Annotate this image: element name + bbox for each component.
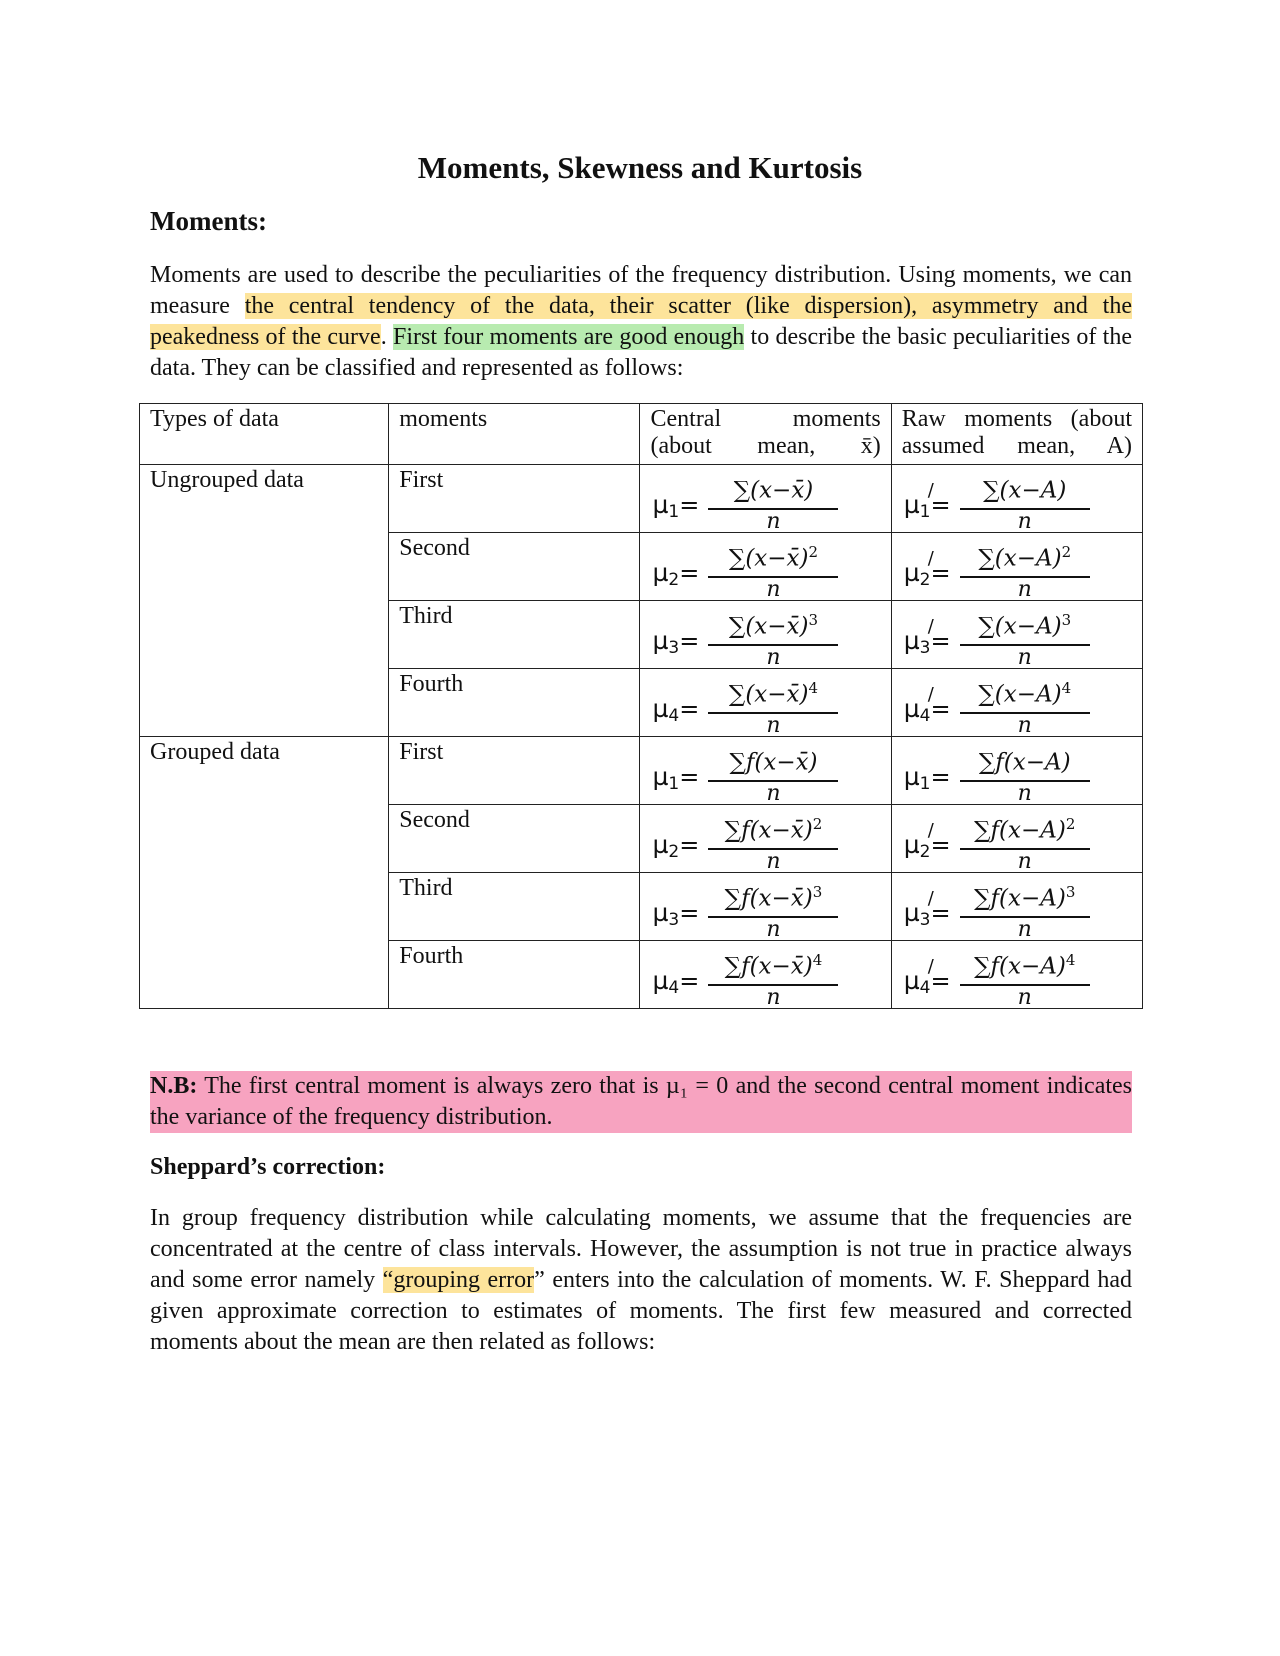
mu-prime: / <box>927 956 934 977</box>
moment-order: Fourth <box>389 669 640 737</box>
raw-moment-cell <box>891 465 1142 533</box>
mu-subscript: 4 <box>919 978 931 998</box>
equals-sign: = <box>930 491 951 519</box>
numerator-text: ∑f(x−x̄) <box>729 749 818 776</box>
numerator-text: ∑f(x−A) <box>974 953 1066 980</box>
numerator-power: 2 <box>1061 543 1072 561</box>
numerator-text: ∑(x−A) <box>978 545 1062 572</box>
equals-sign: = <box>679 695 700 723</box>
ungrouped-data-label: Ungrouped data <box>140 465 389 737</box>
mu-subscript: 3 <box>919 910 931 930</box>
central-moment-cell <box>640 533 891 601</box>
central-mu-symbol <box>652 491 699 526</box>
equals-sign: = <box>679 491 700 519</box>
mu-glyph: µ <box>652 830 669 859</box>
fraction-numerator <box>960 605 1090 646</box>
fraction-numerator <box>960 537 1090 578</box>
header-central-text: Central moments (about mean, x̄) <box>650 406 881 459</box>
central-moment-cell <box>640 941 891 1009</box>
fraction-denominator: n <box>1017 576 1032 602</box>
numerator-power: 4 <box>1061 679 1072 697</box>
equals-sign: = <box>679 967 700 995</box>
mu-subscript: 1 <box>668 502 680 522</box>
central-formula <box>652 537 862 602</box>
mu-glyph: µ <box>652 626 669 655</box>
raw-mu-symbol <box>903 820 951 866</box>
raw-mu-symbol <box>903 548 951 594</box>
fraction-denominator: n <box>766 848 781 874</box>
mu-subscript: 4 <box>668 978 680 998</box>
central-moment-cell <box>640 465 891 533</box>
equals-sign: = <box>930 899 951 927</box>
central-mu-symbol <box>652 695 699 730</box>
table-row <box>140 737 1143 805</box>
fraction-numerator <box>708 469 838 510</box>
central-mu-symbol <box>652 967 699 1002</box>
nb-note <box>150 1071 1132 1133</box>
mu-subscript: 1 <box>919 502 931 522</box>
raw-fraction <box>960 809 1090 874</box>
numerator-text: ∑f(x−A) <box>974 885 1066 912</box>
mu-subscript: 3 <box>919 638 931 658</box>
fraction-denominator: n <box>1017 712 1032 738</box>
numerator-power: 3 <box>808 611 819 629</box>
numerator-text: ∑f(x−x̄) <box>724 817 813 844</box>
raw-mu-symbol <box>903 888 951 934</box>
central-fraction <box>708 673 838 738</box>
raw-fraction <box>960 537 1090 602</box>
mu-glyph: µ <box>652 762 669 791</box>
raw-mu-symbol <box>903 480 951 526</box>
numerator-power: 2 <box>1065 815 1076 833</box>
central-moment-cell <box>640 737 891 805</box>
fraction-numerator <box>708 605 838 646</box>
fraction-denominator: n <box>1017 916 1032 942</box>
numerator-power: 3 <box>812 883 823 901</box>
numerator-text: ∑(x−x̄) <box>728 545 809 572</box>
mu-prime: / <box>927 548 934 569</box>
mu-prime: / <box>927 480 934 501</box>
fraction-numerator <box>708 877 838 918</box>
central-formula <box>652 605 862 670</box>
raw-mu-symbol <box>903 684 951 730</box>
raw-formula <box>903 537 1114 602</box>
moment-order: Third <box>389 873 640 941</box>
fraction-denominator: n <box>1017 984 1032 1010</box>
header-raw-text: Raw moments (about assumed mean, A) <box>901 406 1132 459</box>
mu-prime: / <box>927 616 934 637</box>
fraction-denominator: n <box>766 644 781 670</box>
fraction-numerator <box>708 945 838 986</box>
fraction-numerator <box>960 469 1090 510</box>
sheppard-paragraph <box>150 1203 1132 1358</box>
numerator-text: ∑(x−A) <box>978 613 1062 640</box>
central-fraction <box>708 537 838 602</box>
numerator-text: ∑f(x−A) <box>974 817 1066 844</box>
fraction-denominator: n <box>766 984 781 1010</box>
mu-subscript: 3 <box>668 638 680 658</box>
raw-formula <box>903 945 1114 1010</box>
central-fraction <box>708 809 838 874</box>
mu-glyph: µ <box>903 966 920 995</box>
mu-prime: / <box>927 684 934 705</box>
fraction-denominator: n <box>1017 780 1032 806</box>
moments-heading: Moments: <box>150 206 267 236</box>
central-formula <box>652 945 862 1010</box>
fraction-numerator <box>708 673 838 714</box>
mu-glyph: µ <box>903 558 920 587</box>
mu-glyph: µ <box>652 558 669 587</box>
fraction-denominator: n <box>1017 644 1032 670</box>
raw-mu-symbol <box>903 956 951 1002</box>
numerator-text: ∑(x−x̄) <box>728 681 809 708</box>
moment-order: Second <box>389 533 640 601</box>
equals-sign: = <box>679 899 700 927</box>
central-fraction <box>708 945 838 1010</box>
central-formula <box>652 741 862 806</box>
central-moment-cell <box>640 669 891 737</box>
central-moment-cell <box>640 601 891 669</box>
fraction-numerator <box>708 741 838 782</box>
raw-moment-cell <box>891 941 1142 1009</box>
raw-fraction <box>960 945 1090 1010</box>
sheppard-heading: Sheppard’s correction: <box>150 1154 386 1180</box>
intro-highlight-green: First four moments are good enough <box>392 324 745 350</box>
mu-glyph: µ <box>652 694 669 723</box>
mu-subscript: 2 <box>668 570 680 590</box>
central-formula <box>652 877 862 942</box>
sheppard-highlight: “grouping error <box>382 1267 535 1293</box>
central-formula <box>652 809 862 874</box>
central-fraction <box>708 877 838 942</box>
grouped-data-label: Grouped data <box>140 737 389 1009</box>
raw-formula <box>903 809 1114 874</box>
fraction-denominator: n <box>766 916 781 942</box>
raw-formula <box>903 605 1114 670</box>
mu-subscript: 3 <box>668 910 680 930</box>
fraction-denominator: n <box>766 780 781 806</box>
mu-subscript: 1 <box>919 774 931 794</box>
equals-sign: = <box>679 559 700 587</box>
numerator-power: 4 <box>812 951 823 969</box>
central-mu-symbol <box>652 831 699 866</box>
mu-subscript: 2 <box>668 842 680 862</box>
central-mu-symbol <box>652 627 699 662</box>
mu-subscript: 4 <box>668 706 680 726</box>
mu-glyph: µ <box>903 898 920 927</box>
table-row <box>140 465 1143 533</box>
central-formula <box>652 469 862 534</box>
fraction-denominator: n <box>1017 848 1032 874</box>
fraction-denominator: n <box>766 712 781 738</box>
raw-formula <box>903 877 1114 942</box>
fraction-denominator: n <box>766 576 781 602</box>
central-fraction <box>708 469 838 534</box>
raw-fraction <box>960 741 1090 806</box>
numerator-power: 2 <box>812 815 823 833</box>
table-header-row <box>140 404 1143 465</box>
raw-moment-cell <box>891 533 1142 601</box>
intro-text-3: to describe the basic peculiarities of the data. They can be classified and represented as follows: <box>150 324 1133 381</box>
central-mu-symbol <box>652 763 699 798</box>
mu-glyph: µ <box>903 762 920 791</box>
table-body <box>140 465 1143 1009</box>
mu-prime: / <box>927 820 934 841</box>
central-mu-symbol <box>652 899 699 934</box>
equals-sign: = <box>930 559 951 587</box>
equals-sign: = <box>679 627 700 655</box>
equals-sign: = <box>930 627 951 655</box>
header-types: Types of data <box>140 404 389 465</box>
raw-formula <box>903 469 1114 534</box>
fraction-denominator: n <box>1017 508 1032 534</box>
mu-glyph: µ <box>652 966 669 995</box>
fraction-numerator <box>960 673 1090 714</box>
raw-mu-symbol <box>903 616 951 662</box>
numerator-power: 4 <box>808 679 819 697</box>
fraction-numerator <box>960 741 1090 782</box>
numerator-text: ∑(x−A) <box>983 477 1067 504</box>
raw-fraction <box>960 877 1090 942</box>
central-moment-cell <box>640 805 891 873</box>
mu-glyph: µ <box>903 626 920 655</box>
raw-fraction <box>960 469 1090 534</box>
moment-order: Second <box>389 805 640 873</box>
fraction-numerator <box>960 809 1090 850</box>
raw-moment-cell <box>891 737 1142 805</box>
intro-text-1: Moments are used to describe the peculiarities of the frequency distribution. Using moments, we can measure <box>150 262 1132 319</box>
fraction-denominator: n <box>766 508 781 534</box>
mu-prime: / <box>927 888 934 909</box>
numerator-text: ∑(x−x̄) <box>733 477 814 504</box>
moment-order: First <box>389 465 640 533</box>
header-central <box>640 404 891 465</box>
moment-order: Fourth <box>389 941 640 1009</box>
equals-sign: = <box>930 831 951 859</box>
mu-subscript: 2 <box>919 570 931 590</box>
mu-glyph: µ <box>903 694 920 723</box>
intro-highlight-yellow: the central tendency of the data, their scatter (like dispersion), asymmetry and the peakedness of the curve <box>150 293 1132 350</box>
numerator-text: ∑(x−x̄) <box>728 613 809 640</box>
raw-fraction <box>960 605 1090 670</box>
moments-table <box>139 403 1143 1009</box>
numerator-power: 2 <box>808 543 819 561</box>
numerator-text: ∑f(x−x̄) <box>724 885 813 912</box>
moment-order: First <box>389 737 640 805</box>
central-fraction <box>708 605 838 670</box>
page-title: Moments, Skewness and Kurtosis <box>417 150 863 185</box>
raw-formula <box>903 673 1114 738</box>
mu-subscript: 4 <box>919 706 931 726</box>
mu-subscript: 1 <box>668 774 680 794</box>
numerator-text: ∑f(x−x̄) <box>724 953 813 980</box>
numerator-power: 4 <box>1065 951 1076 969</box>
fraction-numerator <box>708 537 838 578</box>
nb-text: The first central moment is always zero that is µ₁ = 0 and the second central moment indicates the variance of the frequency distribution. <box>150 1073 1132 1130</box>
header-raw <box>891 404 1142 465</box>
numerator-text: ∑(x−A) <box>978 681 1062 708</box>
central-moment-cell <box>640 873 891 941</box>
raw-moment-cell <box>891 805 1142 873</box>
raw-moment-cell <box>891 601 1142 669</box>
raw-mu-symbol <box>904 763 951 798</box>
intro-text-2: . <box>380 324 393 350</box>
fraction-numerator <box>708 809 838 850</box>
raw-moment-cell <box>891 669 1142 737</box>
mu-glyph: µ <box>652 898 669 927</box>
numerator-power: 3 <box>1065 883 1076 901</box>
equals-sign: = <box>930 763 951 791</box>
moment-order: Third <box>389 601 640 669</box>
nb-label: N.B: <box>150 1073 198 1099</box>
mu-glyph: µ <box>652 490 669 519</box>
numerator-text: ∑f(x−A) <box>978 749 1071 776</box>
central-formula <box>652 673 862 738</box>
equals-sign: = <box>679 831 700 859</box>
central-fraction <box>708 741 838 806</box>
header-moments: moments <box>389 404 640 465</box>
mu-subscript: 2 <box>919 842 931 862</box>
fraction-numerator <box>960 877 1090 918</box>
equals-sign: = <box>679 763 700 791</box>
sheppard-text-1: In group frequency distribution while calculating moments, we assume that the frequencies are concentrated at the centre of class intervals. However, the assumption is not true in practice always and some error namely <box>150 1205 1132 1293</box>
central-mu-symbol <box>652 559 699 594</box>
equals-sign: = <box>930 967 951 995</box>
mu-glyph: µ <box>903 830 920 859</box>
intro-paragraph <box>150 260 1132 384</box>
numerator-power: 3 <box>1061 611 1072 629</box>
raw-moment-cell <box>891 873 1142 941</box>
fraction-numerator <box>960 945 1090 986</box>
sheppard-text-2: ” enters into the calculation of moments. W. F. Sheppard had given approximate correction to estimates of moments. The first few measured and corrected moments about the mean are then related as follows: <box>150 1267 1132 1355</box>
raw-formula <box>903 741 1114 806</box>
raw-fraction <box>960 673 1090 738</box>
equals-sign: = <box>930 695 951 723</box>
mu-glyph: µ <box>903 490 920 519</box>
